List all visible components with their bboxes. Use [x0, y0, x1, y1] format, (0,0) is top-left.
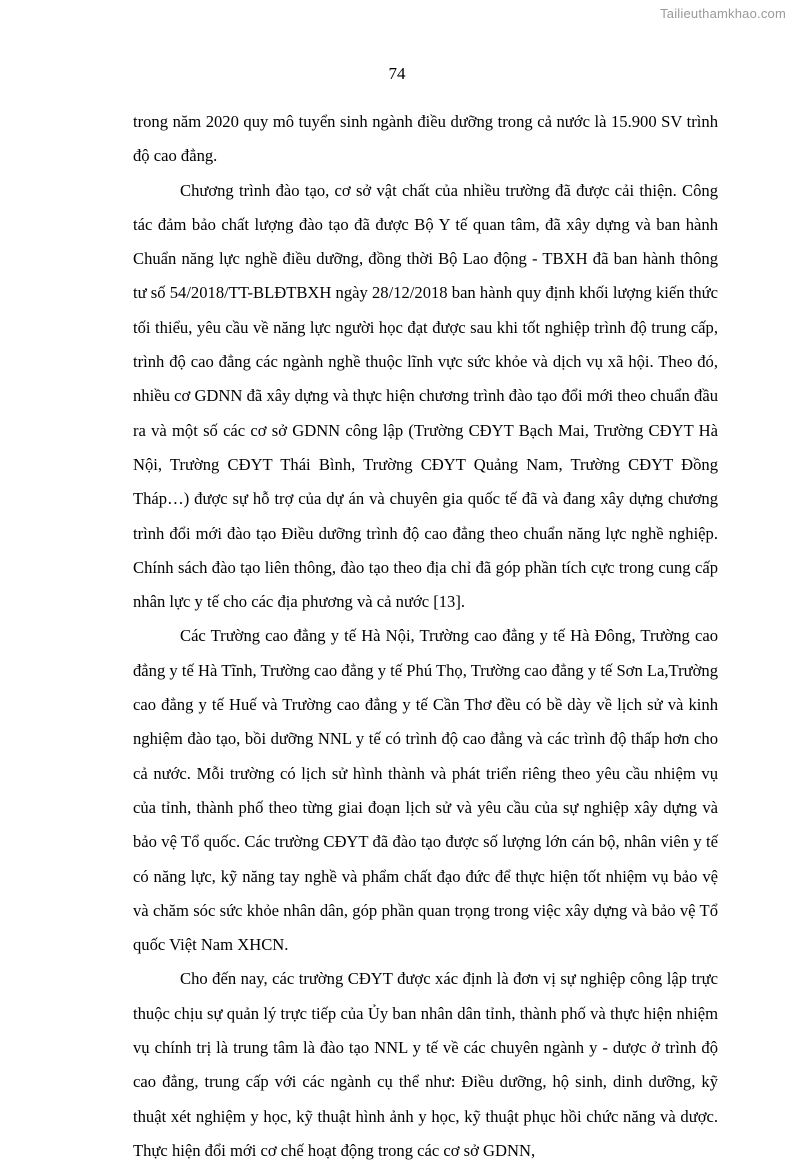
page-number: 74: [388, 64, 406, 83]
document-body: [133, 105, 718, 1168]
paragraph-continuation: trong năm 2020 quy mô tuyển sinh ngành điều dưỡng trong cả nước là 15.900 SV trình độ cao đẳng.: [133, 112, 718, 166]
paragraph: Cho đến nay, các trường CĐYT được xác định là đơn vị sự nghiệp công lập trực thuộc chịu sự quản lý trực tiếp của Ủy ban nhân dân tỉnh, thành phố và thực hiện nhiệm vụ chính trị là trung tâm là đào tạo NNL y tế về các chuyên ngành y - dược ở trình độ cao đẳng, trung cấp với các ngành cụ thể như: Điều dưỡng, hộ sinh, dinh dưỡng, kỹ thuật xét nghiệm y học, kỹ thuật hình ảnh y học, kỹ thuật phục hồi chức năng và dược. Thực hiện đổi mới cơ chế hoạt động trong các cơ sở GDNN,: [133, 969, 718, 1160]
paragraph: Chương trình đào tạo, cơ sở vật chất của nhiều trường đã được cải thiện. Công tác đảm bảo chất lượng đào tạo đã được Bộ Y tế quan tâm, đã xây dựng và ban hành Chuẩn năng lực nghề điều dưỡng, đồng thời Bộ Lao động - TBXH đã ban hành thông tư số 54/2018/TT-BLĐTBXH ngày 28/12/2018 ban hành quy định khối lượng kiến thức tối thiểu, yêu cầu về năng lực người học đạt được sau khi tốt nghiệp trình độ trung cấp, trình độ cao đẳng các ngành nghề thuộc lĩnh vực sức khỏe và dịch vụ xã hội. Theo đó, nhiều cơ GDNN đã xây dựng và thực hiện chương trình đào tạo đổi mới theo chuẩn đầu ra và một số các cơ sở GDNN công lập (Trường CĐYT Bạch Mai, Trường CĐYT Hà Nội, Trường CĐYT Thái Bình, Trường CĐYT Quảng Nam, Trường CĐYT Đồng Tháp…) được sự hỗ trợ của dự án và chuyên gia quốc tế đã và đang xây dựng chương trình đổi mới đào tạo Điều dưỡng trình độ cao đẳng theo chuẩn năng lực nghề nghiệp. Chính sách đào tạo liên thông, đào tạo theo địa chỉ đã góp phần tích cực trong cung cấp nhân lực y tế cho các địa phương và cả nước [13].: [133, 180, 718, 612]
watermark: Tailieuthamkhao.com: [660, 6, 786, 21]
paragraph: Các Trường cao đẳng y tế Hà Nội, Trường cao đẳng y tế Hà Đông, Trường cao đẳng y tế Hà Tĩnh, Trường cao đẳng y tế Phú Thọ, Trường cao đẳng y tế Sơn La,Trường cao đẳng y tế Huế và Trường cao đẳng y tế Cần Thơ đều có bề dày về lịch sử và kinh nghiệm đào tạo, bồi dưỡng NNL y tế có trình độ cao đẳng và các trình độ thấp hơn cho cả nước. Mỗi trường có lịch sử hình thành và phát triển riêng theo yêu cầu nhiệm vụ của tỉnh, thành phố theo từng giai đoạn lịch sử và yêu cầu của sự nghiệp xây dựng và bảo vệ Tổ quốc. Các trường CĐYT đã đào tạo được số lượng lớn cán bộ, nhân viên y tế có năng lực, kỹ năng tay nghề và phẩm chất đạo đức để thực hiện tốt nhiệm vụ bảo vệ và chăm sóc sức khỏe nhân dân, góp phần quan trọng trong việc xây dựng và bảo vệ Tổ quốc Việt Nam XHCN.: [133, 626, 718, 955]
